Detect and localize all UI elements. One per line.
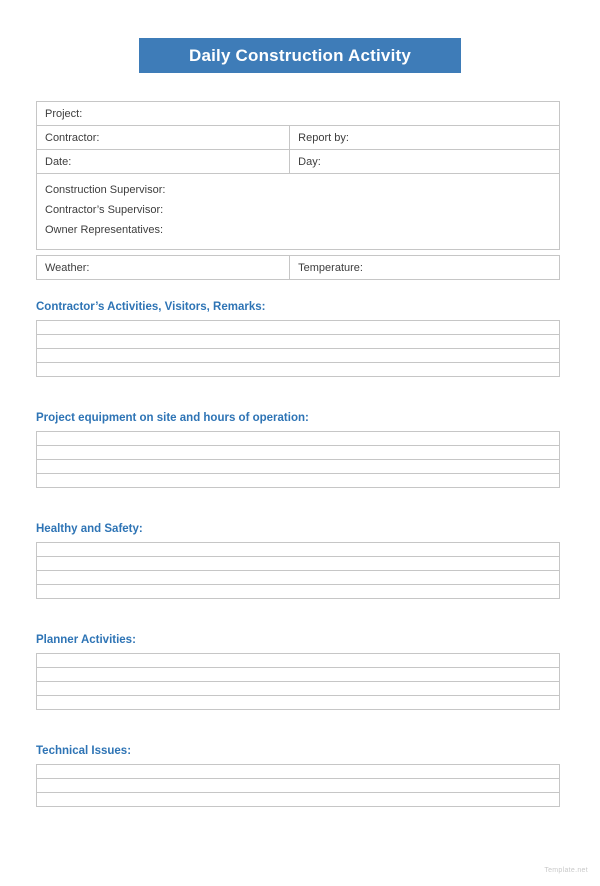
section-project-equipment [36,411,560,488]
temperature-label: Temperature: [298,261,363,274]
day-label: Day: [298,155,321,168]
blank-write-line [37,778,559,792]
section-heading: Healthy and Safety: [36,523,143,535]
section-heading: Project equipment on site and hours of operation: [36,412,309,424]
section-health-safety [36,522,560,599]
supervisors-block [37,173,559,249]
form-content [36,101,560,807]
contractors-supervisor-label: Contractor’s Supervisor: [45,204,164,216]
write-in-lines [36,320,560,377]
blank-write-line [37,473,559,487]
write-in-lines [36,542,560,599]
blank-write-line [37,681,559,695]
section-technical-issues [36,744,560,807]
section-heading: Contractor’s Activities, Visitors, Remarks: [36,301,266,313]
section-heading: Planner Activities: [36,634,136,646]
document-page [0,38,600,886]
blank-write-line [37,334,559,348]
blank-write-line [37,432,559,445]
title-banner [139,38,461,73]
weather-row [37,256,559,279]
blank-write-line [37,348,559,362]
contractor-label: Contractor: [37,126,290,149]
construction-supervisor-label: Construction Supervisor: [45,184,166,196]
blank-write-line [37,695,559,709]
write-in-lines [36,653,560,710]
blank-write-line [37,570,559,584]
section-planner-activities [36,633,560,710]
contractor-row [37,125,559,149]
blank-write-line [37,543,559,556]
blank-write-line [37,459,559,473]
write-in-lines [36,764,560,807]
page-title: Daily Construction Activity [188,45,412,65]
blank-write-line [37,362,559,376]
blank-write-line [37,667,559,681]
blank-write-line [37,556,559,570]
report-by-label: Report by: [298,131,349,144]
weather-label: Weather: [37,256,290,279]
project-row [37,102,559,125]
blank-write-line [37,792,559,806]
blank-write-line [37,321,559,334]
section-contractors-activities [36,300,560,377]
project-label: Project: [45,107,83,120]
blank-write-line [37,584,559,598]
blank-write-line [37,765,559,778]
section-heading: Technical Issues: [36,745,132,757]
date-row [37,149,559,173]
watermark: Template.net [544,867,588,874]
blank-write-line [37,445,559,459]
report-info-table [36,101,560,250]
owner-representatives-label: Owner Representatives: [45,224,163,236]
date-label: Date: [37,150,290,173]
weather-table [36,255,560,280]
blank-write-line [37,654,559,667]
write-in-lines [36,431,560,488]
